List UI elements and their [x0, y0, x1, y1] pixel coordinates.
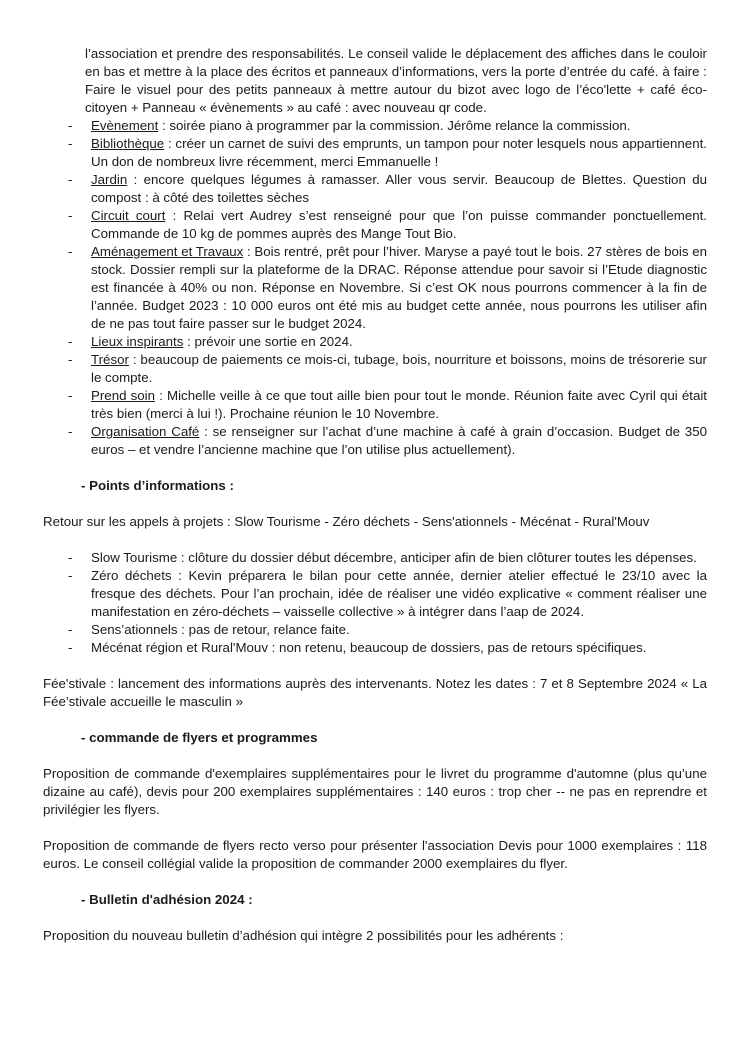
list-item-lieux-inspirants	[43, 333, 707, 351]
list-item-prend-soin	[43, 387, 707, 423]
item-text: : beaucoup de paiements ce mois-ci, tubage, bois, nourriture et boissons, moins de trésorerie sur le compte.	[91, 352, 707, 385]
item-text: : soirée piano à programmer par la commission. Jérôme relance la commission.	[158, 118, 631, 133]
feestivale-paragraph: Fée'stivale : lancement des informations auprès des intervenants. Notez les dates : 7 et 8 Septembre 2024 « La Fée’stivale accueille le masculin »	[43, 676, 707, 709]
item-term: Prend soin	[91, 388, 156, 403]
item-term: Bibliothèque	[91, 136, 165, 151]
list-item-evenement	[43, 117, 707, 135]
item-text: : Relai vert Audrey s’est renseigné pour que l’on puisse commander ponctuellement. Commande de 10 kg de pommes auprès des Mange Tout Bio.	[91, 208, 707, 241]
bullet-dash: -	[68, 136, 73, 151]
list-item-slow-tourisme	[43, 549, 707, 567]
item-text: : prévoir une sortie en 2024.	[183, 334, 353, 349]
intro-continuation-paragraph: l’association et prendre des responsabilités. Le conseil valide le déplacement des affiches dans le couloir en bas et mettre à la place des écritos et panneaux d’informations, vers la porte d’entrée du café. à faire : Faire le visuel pour des petits panneaux à mettre autour du bizot avec logo de l’éco'lette + café éco-citoyen + Panneau « évènements » au café : avec nouveau qr code.	[85, 46, 707, 115]
item-term: Circuit court	[91, 208, 166, 223]
bulletin-paragraph: Proposition du nouveau bulletin d’adhésion qui intègre 2 possibilités pour les adhérents :	[43, 928, 564, 943]
item-text: : Bois rentré, prêt pour l’hiver. Maryse a payé tout le bois. 27 stères de bois en stock. Dossier rempli sur la plateforme de la DRAC. Réponse attendue pour savoir si l’Etude diagnostic est financée à 40% ou non. Réponse en Novembre. Si c’est OK nous pourrons commencer à la fin de l’année. Budget 2023 : 10 000 euros ont été mis au budget cette année, nous pourrons les utiliser afin de ne pas tout faire passer sur le budget 2024.	[91, 244, 707, 331]
section-heading-points-informations: - Points d’informations :	[81, 478, 234, 493]
commissions-list	[43, 117, 707, 459]
item-text: Sens’ationnels : pas de retour, relance faite.	[91, 622, 350, 637]
bullet-dash: -	[68, 622, 73, 637]
bullet-dash: -	[68, 208, 73, 223]
list-item-zero-dechets	[43, 567, 707, 621]
bullet-dash: -	[68, 244, 73, 259]
item-term: Jardin	[91, 172, 128, 187]
item-term: Trésor	[91, 352, 129, 367]
list-item-mecenat-ruralmouv	[43, 639, 707, 657]
flyers-paragraph-1: Proposition de commande d'exemplaires supplémentaires pour le livret du programme d'automne (plus qu’une dizaine au café), devis pour 200 exemplaires supplémentaires : 140 euros : trop cher -- ne pas en reprendre et privilégier les flyers.	[43, 766, 707, 817]
list-item-tresor	[43, 351, 707, 387]
item-text: : encore quelques légumes à ramasser. Aller vous servir. Beaucoup de Blettes. Question du compost : à côté des toilettes sèches	[91, 172, 707, 205]
item-text: : se renseigner sur l’achat d’une machine à café à grain d’occasion. Budget de 350 euros – et vendre l’ancienne machine que l’on utilise plus actuellement).	[91, 424, 707, 457]
item-term: Aménagement et Travaux	[91, 244, 244, 259]
section-heading-bulletin-adhesion: - Bulletin d'adhésion 2024 :	[81, 892, 253, 907]
section-heading-commande-flyers: - commande de flyers et programmes	[81, 730, 318, 745]
item-term: Organisation Café	[91, 424, 200, 439]
bullet-dash: -	[68, 118, 73, 133]
list-item-jardin	[43, 171, 707, 207]
list-item-sensationnels	[43, 621, 707, 639]
item-text: Slow Tourisme : clôture du dossier début décembre, anticiper afin de bien clôturer toutes les dépenses.	[91, 550, 697, 565]
item-text: Zéro déchets : Kevin préparera le bilan pour cette année, dernier atelier effectué le 23/10 avec la fresque des déchets. Pour l’an prochain, idée de réaliser une vidéo explicative « comment réaliser une manifestation en zéro-déchets – vaisselle collective » à intégrer dans l’aap de 2024.	[91, 568, 707, 619]
bullet-dash: -	[68, 334, 73, 349]
item-text: : créer un carnet de suivi des emprunts, un tampon pour noter lesquels nous appartiennent. Un don de nombreux livre récemment, merci Emmanuelle !	[91, 136, 707, 169]
list-item-organisation-cafe	[43, 423, 707, 459]
item-term: Lieux inspirants	[91, 334, 184, 349]
bullet-dash: -	[68, 352, 73, 367]
bullet-dash: -	[68, 172, 73, 187]
appels-projets-intro: Retour sur les appels à projets : Slow Tourisme - Zéro déchets - Sens'ationnels - Mécénat - Rural'Mouv	[43, 514, 650, 529]
appels-projets-list	[43, 549, 707, 657]
bullet-dash: -	[68, 424, 73, 439]
bullet-dash: -	[68, 640, 73, 655]
list-item-amenagement-travaux	[43, 243, 707, 333]
flyers-paragraph-2: Proposition de commande de flyers recto verso pour présenter l'association Devis pour 1000 exemplaires : 118 euros. Le conseil collégial valide la proposition de commander 2000 exemplaires du flyer.	[43, 838, 707, 871]
item-text: Mécénat région et Rural'Mouv : non retenu, beaucoup de dossiers, pas de retours spécifiques.	[91, 640, 647, 655]
item-text: : Michelle veille à ce que tout aille bien pour tout le monde. Réunion faite avec Cyril qui était très bien (merci à lui !). Prochaine réunion le 10 Novembre.	[91, 388, 707, 421]
list-item-circuit-court	[43, 207, 707, 243]
item-term: Evènement	[91, 118, 159, 133]
bullet-dash: -	[68, 550, 73, 565]
bullet-dash: -	[68, 568, 73, 583]
bullet-dash: -	[68, 388, 73, 403]
list-item-bibliotheque	[43, 135, 707, 171]
